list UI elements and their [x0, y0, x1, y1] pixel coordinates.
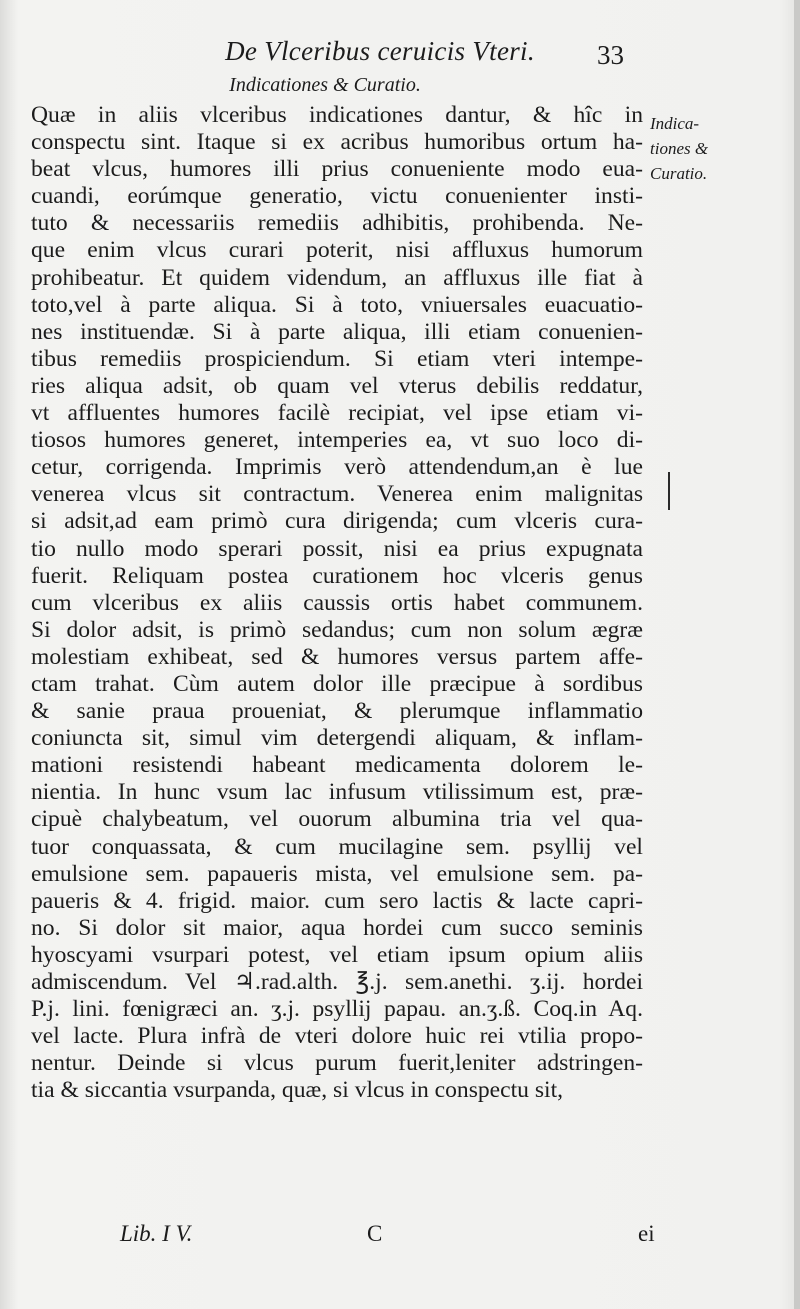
text-line: tuor conquassata, & cum mucilagine sem. psyllij vel [31, 833, 643, 860]
text-line: coniuncta sit, simul vim detergendi aliquam, & inflam- [31, 725, 643, 752]
text-line: mationi resistendi habeant medicamenta dolorem le- [31, 752, 643, 779]
text-line: Quæ in aliis vlceribus indicationes dantur, & hîc in [31, 102, 643, 128]
text-line: Si dolor adsit, is primò sedandus; cum non solum ægræ [31, 616, 643, 643]
text-line: vel lacte. Plura infrà de vteri dolore huic rei vtilia propo- [31, 1023, 643, 1050]
text-line: prohibeatur. Et quidem videndum, an affluxus ille fiat à [31, 264, 643, 291]
page-number: 33 [597, 40, 624, 70]
text-line: cuandi, eorúmque generatio, victu conuenienter insti- [31, 183, 643, 210]
margin-mark [668, 472, 670, 510]
text-line: tiosos humores generet, intemperies ea, vt suo loco di- [31, 427, 643, 454]
text-line: molestiam exhibeat, sed & humores versus partem affe- [31, 643, 643, 670]
page-edge-shadow [794, 0, 800, 1309]
marginal-note [650, 111, 795, 186]
marginal-note-line: tiones & [650, 139, 709, 158]
running-head: De Vlceribus ceruicis Vteri. [225, 36, 535, 66]
text-line: admiscendum. Vel ♃.rad.alth. ℥.j. sem.anethi. ʒ.ij. hordei [31, 969, 643, 995]
text-line: vt affluentes humores facilè recipiat, vel ipse etiam vi- [31, 400, 643, 427]
signature-mark: C [367, 1221, 383, 1246]
catchword: ei [638, 1221, 655, 1246]
text-line: si adsit,ad eam primò cura dirigenda; cum vlceris cura- [31, 508, 643, 535]
text-line: no. Si dolor sit maior, aqua hordei cum succo seminis [31, 914, 643, 941]
text-line: ctam trahat. Cùm autem dolor ille præcipue à sordibus [31, 670, 643, 697]
text-line: nes instituendæ. Si à parte aliqua, illi etiam conuenien- [31, 318, 643, 345]
text-line: toto,vel à parte aliqua. Si à toto, vniuersales euacuatio- [31, 291, 643, 318]
text-line: ries aliqua adsit, ob quam vel vterus debilis reddatur, [31, 372, 643, 399]
text-line: nentur. Deinde si vlcus purum fuerit,leniter adstringen- [31, 1050, 643, 1077]
body-text [31, 102, 643, 1104]
text-line: cetur, corrigenda. Imprimis verò attendendum,an è lue [31, 454, 643, 481]
text-line: hyoscyami vsurpari potest, vel etiam ipsum opium aliis [31, 941, 643, 968]
text-line: conspectu sint. Itaque si ex acribus humoribus ortum ha- [31, 129, 643, 156]
text-line: fuerit. Reliquam postea curationem hoc vlceris genus [31, 562, 643, 589]
footer-book-label: Lib. I V. [120, 1221, 193, 1246]
text-line: venerea vlcus sit contractum. Venerea enim malignitas [31, 481, 643, 508]
section-subheading: Indicationes & Curatio. [229, 74, 421, 96]
text-line: nientia. In hunc vsum lac infusum vtilissimum est, præ- [31, 779, 643, 806]
text-line: tuto & necessariis remediis adhibitis, prohibenda. Ne- [31, 210, 643, 237]
marginal-note-line: Curatio. [650, 164, 708, 183]
marginal-note-line: Indica- [650, 114, 700, 133]
text-line: P.j. lini. fœnigræci an. ʒ.j. psyllij papau. an.ʒ.ß. Coq.in Aq. [31, 996, 643, 1023]
text-line: paueris & 4. frigid. maior. cum sero lactis & lacte capri- [31, 887, 643, 914]
text-line: & sanie praua proueniat, & plerumque inflammatio [31, 698, 643, 725]
text-line: tibus remediis prospiciendum. Si etiam vteri intempe- [31, 345, 643, 372]
text-line: tio nullo modo sperari possit, nisi ea prius expugnata [31, 535, 643, 562]
text-line: emulsione sem. papaueris mista, vel emulsione sem. pa- [31, 860, 643, 887]
text-line: tia & siccantia vsurpanda, quæ, si vlcus in conspectu sit, [31, 1077, 564, 1104]
text-line: que enim vlcus curari poterit, nisi affluxus humorum [31, 237, 643, 264]
text-line: cum vlceribus ex aliis caussis ortis habet communem. [31, 589, 643, 616]
text-line: beat vlcus, humores illi prius conueniente modo eua- [31, 156, 643, 183]
text-line: cipuè chalybeatum, vel ouorum albumina tria vel qua- [31, 806, 643, 833]
